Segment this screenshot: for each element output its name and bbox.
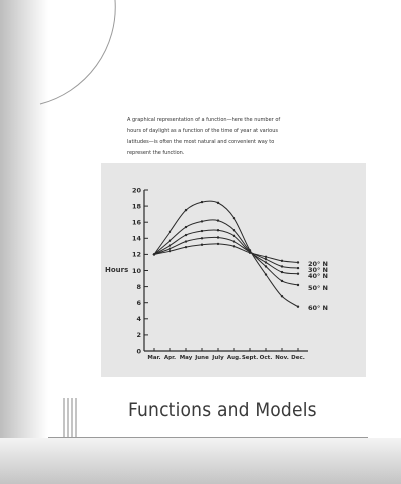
y-axis-label: Hours (105, 266, 129, 274)
data-point (281, 271, 283, 273)
x-tick-label: Sept. (241, 355, 259, 361)
series-label: 40° N (308, 272, 328, 280)
data-point (233, 229, 235, 231)
data-point (169, 244, 171, 246)
x-tick-label: May (179, 355, 193, 361)
data-point (169, 250, 171, 252)
y-tick-label: 8 (136, 282, 141, 291)
data-point (249, 249, 251, 251)
y-tick-label: 16 (131, 218, 141, 227)
data-point (281, 280, 283, 282)
y-tick-label: 4 (136, 315, 141, 324)
series-labels (308, 260, 328, 312)
data-point (217, 236, 219, 238)
decorative-arc (0, 0, 140, 120)
data-point (265, 261, 267, 263)
data-point (297, 284, 299, 286)
x-tick-label: Aug. (226, 355, 242, 361)
series-line (154, 230, 298, 274)
figure-caption: A graphical representation of a function—here the number of hours of daylight as a function of the time of year at various latitudes—is often the most natural and convenient way to represent the function. (127, 117, 281, 156)
series-line (154, 201, 298, 307)
data-point (201, 220, 203, 222)
x-tick-label: Apr. (163, 355, 177, 361)
data-point (217, 202, 219, 204)
x-tick-label: Nov. (275, 355, 289, 361)
y-ticks (132, 186, 148, 355)
data-point (281, 265, 283, 267)
data-point (233, 240, 235, 242)
y-tick-label: 0 (136, 347, 141, 356)
series-lines (153, 201, 299, 308)
data-point (297, 261, 299, 263)
daylight-chart (101, 163, 366, 377)
y-tick-label: 18 (131, 202, 141, 211)
y-tick-label: 6 (136, 299, 141, 307)
series-label: 30° N (308, 266, 328, 274)
data-point (265, 273, 267, 275)
data-point (153, 253, 155, 255)
data-point (233, 245, 235, 247)
data-point (265, 265, 267, 267)
data-point (201, 230, 203, 232)
data-point (281, 260, 283, 262)
data-point (217, 243, 219, 245)
series-label: 60° N (308, 304, 328, 312)
data-point (297, 273, 299, 275)
series-line (154, 220, 298, 285)
data-point (281, 295, 283, 297)
data-point (185, 240, 187, 242)
data-point (233, 235, 235, 237)
data-point (217, 219, 219, 221)
y-tick-label: 20 (131, 186, 141, 195)
data-point (201, 244, 203, 246)
x-tick-label: July (212, 355, 224, 361)
data-point (185, 226, 187, 228)
y-tick-label: 2 (136, 331, 141, 340)
data-point (233, 217, 235, 219)
chapter-title: Functions and Models (128, 399, 317, 421)
data-point (265, 258, 267, 260)
data-point (265, 256, 267, 258)
data-point (201, 237, 203, 239)
x-tick-label: Mar. (147, 355, 161, 361)
x-ticks (147, 348, 304, 361)
x-tick-label: June (195, 355, 209, 361)
chart-axes (144, 190, 308, 351)
data-point (297, 306, 299, 308)
series-label: 50° N (308, 284, 328, 292)
x-tick-label: Oct. (259, 355, 273, 361)
data-point (185, 209, 187, 211)
y-tick-label: 10 (131, 266, 141, 275)
data-point (169, 248, 171, 250)
data-point (201, 201, 203, 203)
page-bottom-shadow (0, 438, 401, 484)
x-tick-label: Dec. (291, 355, 305, 361)
data-point (297, 267, 299, 269)
y-tick-label: 12 (131, 250, 141, 259)
daylight-chart-panel (101, 163, 366, 377)
series-label: 20° N (308, 260, 328, 268)
data-point (185, 234, 187, 236)
data-point (185, 246, 187, 248)
data-point (169, 240, 171, 242)
data-point (217, 229, 219, 231)
data-point (169, 231, 171, 233)
y-tick-label: 14 (131, 234, 141, 243)
